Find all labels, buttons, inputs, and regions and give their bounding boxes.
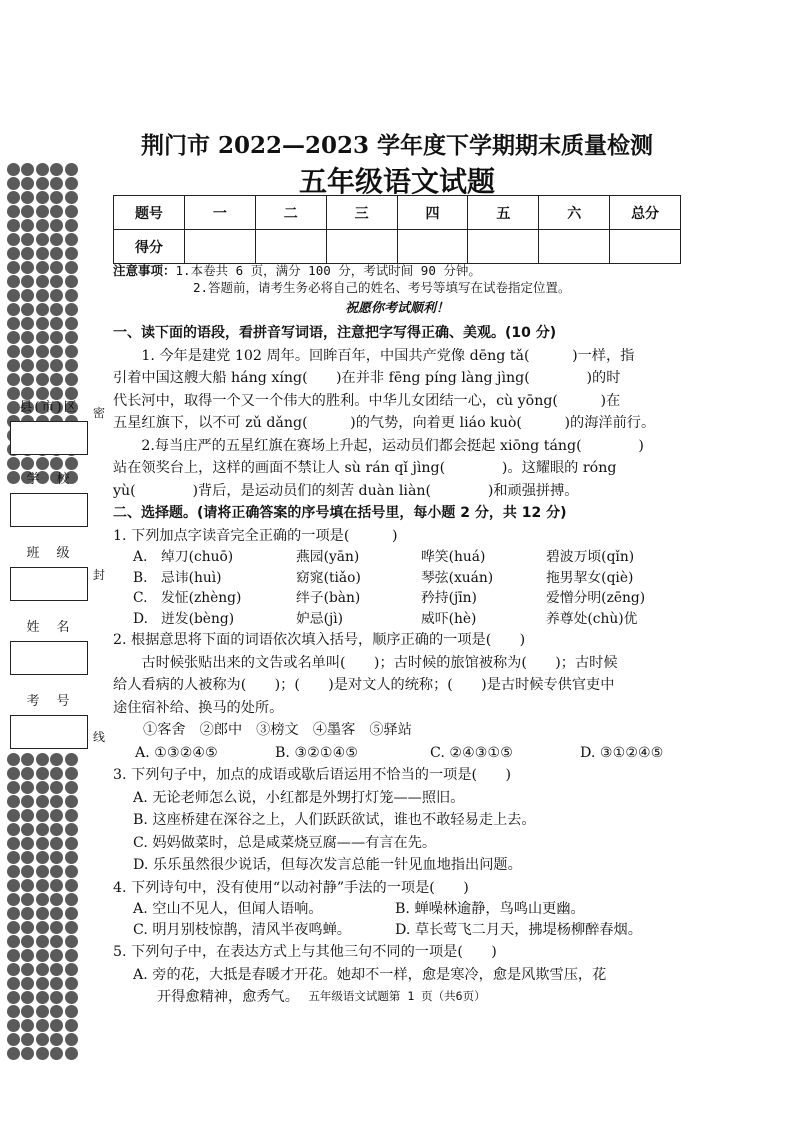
section1-line: 2.每当庄严的五星红旗在赛场上升起，运动员们都会挺起 xiōng táng( ) (141, 437, 644, 454)
binding-dot (50, 373, 63, 386)
option-word: 妒忌(jì) (296, 610, 344, 627)
binding-dot (36, 767, 49, 780)
binding-dot (21, 359, 34, 372)
binding-dot (7, 851, 20, 864)
binding-dot (65, 767, 78, 780)
score-input-cell[interactable] (184, 230, 255, 264)
option-word: 威吓(hè) (421, 610, 477, 627)
binding-dot (21, 907, 34, 920)
q2-text: 古时候张贴出来的文告或名单叫( )；古时候的旅馆被称为( )；古时候 (141, 654, 618, 671)
binding-dot (65, 345, 78, 358)
binding-dot (36, 879, 49, 892)
binding-dot (65, 219, 78, 232)
q3-option: C. 妈妈做菜时，总是咸菜烧豆腐——有言在先。 (133, 834, 437, 851)
binding-dot (21, 879, 34, 892)
q2-option: D. ③①②④⑤ (580, 744, 664, 761)
name-input-box[interactable] (10, 641, 88, 675)
binding-dot (7, 907, 20, 920)
score-input-cell[interactable] (539, 230, 610, 264)
binding-dot (65, 1019, 78, 1032)
binding-dot (50, 893, 63, 906)
q2-word: ①客舍 (143, 722, 186, 738)
binding-dot (65, 753, 78, 766)
binding-dot (36, 753, 49, 766)
binding-dot (21, 795, 34, 808)
q2-text: 途住宿补给、换马的处所。 (113, 699, 284, 716)
option-letter: B. (133, 569, 148, 586)
binding-dot (50, 331, 63, 344)
binding-dot (36, 1019, 49, 1032)
binding-dot (50, 781, 63, 794)
binding-dot (21, 1047, 34, 1060)
binding-dot (21, 893, 34, 906)
binding-dot (7, 893, 20, 906)
binding-dot (36, 331, 49, 344)
binding-dot (50, 345, 63, 358)
binding-dot (36, 317, 49, 330)
binding-dot (50, 261, 63, 274)
binding-dot (50, 823, 63, 836)
binding-dot (50, 851, 63, 864)
note-item: 1.本卷共 6 页，满分 100 分，考试时间 90 分钟。 (175, 263, 481, 278)
q2-word: ③榜文 (256, 722, 299, 738)
binding-dot (50, 879, 63, 892)
option-word: 哗笑(huá) (421, 549, 486, 565)
binding-dot (36, 1005, 49, 1018)
binding-dot (65, 893, 78, 906)
q3-option: B. 这座桥建在深谷之上，人们跃跃欲试，谁也不敢轻易走上去。 (133, 812, 536, 828)
binding-dot (50, 949, 63, 962)
q4-option: D. 草长莺飞二月天，拂堤杨柳醉春烟。 (395, 922, 642, 938)
option-word: 拖男挈女(qiè) (546, 569, 634, 586)
score-cell: 三 (326, 196, 397, 230)
binding-dot (65, 233, 78, 246)
binding-dot (36, 935, 49, 948)
county-input-box[interactable] (10, 421, 88, 455)
binding-dot (7, 331, 20, 344)
option-word: 爱憎分明(zēng) (546, 590, 646, 606)
score-table (113, 195, 681, 264)
q1-options (113, 547, 683, 629)
binding-dot (65, 865, 78, 878)
q4-option: C. 明月别枝惊鹊，清风半夜鸣蝉。 (133, 922, 351, 938)
binding-dot (65, 317, 78, 330)
binding-dot (36, 275, 49, 288)
binding-dot (7, 205, 20, 218)
binding-dot (21, 837, 34, 850)
score-input-cell[interactable] (610, 230, 681, 264)
binding-dot (36, 345, 49, 358)
number-field (10, 690, 88, 749)
binding-dot (21, 275, 34, 288)
option-word: 绊子(bàn) (296, 590, 361, 606)
binding-dot (21, 865, 34, 878)
binding-dot (21, 963, 34, 976)
binding-dot (7, 781, 20, 794)
binding-dot (65, 935, 78, 948)
binding-dot (7, 767, 20, 780)
binding-dot (7, 1033, 20, 1046)
binding-dot (36, 837, 49, 850)
binding-dot (36, 851, 49, 864)
binding-dot (36, 261, 49, 274)
q2-option: B. ③②①④⑤ (275, 744, 359, 761)
q2-option: C. ②④③①⑤ (430, 744, 513, 761)
binding-dot (65, 809, 78, 822)
note-item: 2.答题前，请考生务必将自己的姓名、考号等填写在试卷指定位置。 (193, 280, 571, 295)
good-luck-text: 祝愿你考试顺利！ (344, 301, 449, 316)
binding-dot (50, 907, 63, 920)
binding-dot (7, 809, 20, 822)
binding-dot (36, 373, 49, 386)
binding-dot (50, 359, 63, 372)
binding-dot (21, 781, 34, 794)
class-input-box[interactable] (10, 567, 88, 601)
score-cell: 五 (468, 196, 539, 230)
binding-dot (50, 865, 63, 878)
binding-dot (50, 1047, 63, 1060)
binding-dot (7, 823, 20, 836)
binding-dot (7, 837, 20, 850)
name-label: 姓 名 (26, 620, 72, 635)
q2-word: ⑤驿站 (369, 722, 412, 738)
binding-dot (50, 233, 63, 246)
binding-dot (7, 963, 20, 976)
binding-dot (7, 359, 20, 372)
binding-dot (65, 963, 78, 976)
option-word: 绰刀(chuō) (161, 549, 234, 565)
binding-dot (65, 275, 78, 288)
binding-dot (65, 949, 78, 962)
binding-dot (65, 1005, 78, 1018)
binding-dot (36, 219, 49, 232)
section1-line: 代长河中，取得一个又一个伟大的胜利。中华儿女团结一心，cù yōng( )在 (113, 392, 621, 409)
exam-title: 荆门市 2022—2023 学年度下学期期末质量检测 (140, 132, 654, 159)
binding-dot (21, 233, 34, 246)
exam-content (113, 322, 683, 1009)
binding-dot (36, 795, 49, 808)
binding-dot (21, 935, 34, 948)
binding-dot (36, 907, 49, 920)
q2-option: A. ①③②④⑤ (135, 744, 218, 761)
question-4: 4. 下列诗句中，没有使用“以动衬静”手法的一项是( ) (113, 879, 469, 896)
binding-dot (65, 373, 78, 386)
section1-line: 站在领奖台上，这样的画面不禁让人 sù rán qǐ jìng( )。这耀眼的 róng (113, 460, 617, 476)
binding-dot (50, 219, 63, 232)
binding-dot (21, 261, 34, 274)
binding-dot (21, 205, 34, 218)
binding-dot (50, 205, 63, 218)
seal-char-feng: 封 (93, 568, 106, 582)
binding-dot (7, 261, 20, 274)
q2-options (113, 742, 683, 765)
binding-dot (50, 795, 63, 808)
binding-dot (50, 809, 63, 822)
binding-dot (36, 949, 49, 962)
class-field (10, 542, 88, 601)
notes-label: 注意事项： (113, 263, 176, 278)
question-3: 3. 下列句子中，加点的成语或歇后语运用不恰当的一项是( ) (113, 767, 511, 783)
section1-line: 引着中国这艘大船 háng xíng( )在并非 fēng píng làng jìng( )的时 (113, 370, 621, 386)
q4-option: B. 蝉噪林逾静，鸟鸣山更幽。 (395, 901, 585, 917)
section1-heading: 一、读下面的语段，看拼音写词语，注意把字写得正确、美观。(10 分) (113, 325, 557, 341)
option-word: 窈窕(tiǎo) (296, 569, 361, 586)
binding-dot (65, 851, 78, 864)
exam-notes (113, 262, 571, 296)
score-table-score-row (114, 230, 681, 264)
school-input-box[interactable] (10, 493, 88, 527)
binding-dot (21, 753, 34, 766)
binding-dot (36, 205, 49, 218)
section1-line: 1. 今年是建党 102 周年。回眸百年，中国共产党像 dēng tǎ( )一样，指 (141, 347, 635, 364)
binding-dot (21, 921, 34, 934)
binding-dot (7, 753, 20, 766)
binding-dot (7, 345, 20, 358)
binding-dot (21, 373, 34, 386)
binding-dot (50, 767, 63, 780)
q5-option: 开得愈精神，愈秀气。 (157, 989, 299, 1005)
binding-dot (50, 963, 63, 976)
county-label: 县(市)区 (19, 400, 79, 415)
question-2: 2. 根据意思将下面的词语依次填入括号，顺序正确的一项是( ) (113, 632, 526, 648)
binding-dot (7, 949, 20, 962)
binding-dot (7, 879, 20, 892)
option-letter: D. (133, 610, 148, 627)
binding-dot (36, 893, 49, 906)
option-word: 发怔(zhèng) (161, 590, 242, 606)
binding-dot (65, 247, 78, 260)
binding-dot (50, 753, 63, 766)
option-word: 琴弦(xuán) (421, 569, 494, 586)
binding-dot (50, 921, 63, 934)
seal-char-xian: 线 (93, 730, 106, 744)
option-word: 燕园(yān) (296, 549, 360, 565)
binding-dot (21, 823, 34, 836)
option-word: 迸发(bèng) (161, 610, 235, 627)
exam-subtitle: 五年级语文试题 (298, 165, 495, 198)
option-word: 矜持(jīn) (421, 590, 477, 606)
binding-dot (50, 1019, 63, 1032)
binding-dot (50, 317, 63, 330)
q2-word: ④墨客 (312, 722, 356, 738)
binding-dot (21, 345, 34, 358)
binding-dot (7, 1047, 20, 1060)
score-cell: 四 (397, 196, 468, 230)
binding-dot (65, 837, 78, 850)
number-input-box[interactable] (10, 715, 88, 749)
binding-dot (21, 851, 34, 864)
score-input-cell[interactable] (397, 230, 468, 264)
binding-dot (50, 935, 63, 948)
binding-dot (7, 247, 20, 260)
binding-dots-bottom (6, 752, 78, 1060)
binding-dot (21, 219, 34, 232)
score-input-cell[interactable] (326, 230, 397, 264)
q4-option: A. 空山不见人，但闻人语响。 (133, 901, 323, 917)
binding-dot (65, 359, 78, 372)
q3-option: D. 乐乐虽然很少说话，但每次发言总能一针见血地指出问题。 (133, 857, 522, 873)
binding-dot (65, 1033, 78, 1046)
binding-dot (65, 205, 78, 218)
binding-dot (7, 795, 20, 808)
section1-line: yù( )背后，是运动员们的刻苦 duàn liàn( )和顽强拼搏。 (113, 482, 579, 499)
binding-dot (21, 317, 34, 330)
option-word: 忌讳(huì) (161, 569, 222, 586)
option-word: 碧波万顷(qǐn) (546, 549, 635, 565)
score-cell: 一 (184, 196, 255, 230)
binding-dot (21, 949, 34, 962)
binding-dot (65, 907, 78, 920)
score-cell: 题号 (114, 196, 185, 230)
binding-dot (21, 331, 34, 344)
binding-dot (21, 1019, 34, 1032)
score-cell: 六 (539, 196, 610, 230)
section1-line: 五星红旗下，以不可 zǔ dǎng( )的气势，向着更 liáo kuò( )的海洋前行。 (113, 415, 656, 431)
score-row-label: 得分 (114, 230, 185, 264)
q3-option: A. 无论老师怎么说，小红都是外甥打灯笼——照旧。 (133, 789, 465, 806)
score-cell: 二 (255, 196, 326, 230)
binding-dot (7, 921, 20, 934)
binding-dot (21, 767, 34, 780)
name-field (10, 616, 88, 675)
binding-dot (36, 823, 49, 836)
binding-dot (7, 1019, 20, 1032)
binding-dot (7, 275, 20, 288)
option-letter: C. (133, 590, 148, 606)
binding-dot (7, 1005, 20, 1018)
class-label: 班 级 (26, 546, 72, 561)
score-table-header-row (114, 196, 681, 230)
section2-heading: 二、选择题。(请将正确答案的序号填在括号里，每小题 2 分，共 12 分) (113, 505, 567, 521)
binding-dot (65, 1047, 78, 1060)
q5-option: A. 旁的花，大抵是春暖才开花。她却不一样，愈是寒冷，愈是风欺雪压，花 (133, 966, 607, 983)
binding-dot (50, 275, 63, 288)
score-input-cell[interactable] (468, 230, 539, 264)
q2-word: ②郎中 (199, 722, 243, 738)
binding-dot (50, 1033, 63, 1046)
binding-dot (7, 373, 20, 386)
binding-dot (36, 1047, 49, 1060)
binding-dot (65, 781, 78, 794)
binding-dot (7, 935, 20, 948)
binding-dot (65, 795, 78, 808)
question-5: 5. 下列句子中，在表达方式上与其他三句不同的一项是( ) (113, 944, 497, 960)
question-1: 1. 下列加点字读音完全正确的一项是( ) (113, 527, 398, 544)
binding-dot (36, 809, 49, 822)
binding-dot (7, 317, 20, 330)
score-cell: 总分 (610, 196, 681, 230)
q4-options (113, 899, 683, 941)
school-field (10, 468, 88, 527)
binding-dot (50, 837, 63, 850)
binding-dot (21, 809, 34, 822)
binding-dot (65, 261, 78, 274)
binding-dot (36, 1033, 49, 1046)
binding-dot (65, 823, 78, 836)
binding-dot (50, 247, 63, 260)
binding-dot (36, 921, 49, 934)
binding-dot (36, 781, 49, 794)
page-footer: 五年级语文试题第 1 页（共6页） (308, 989, 486, 1003)
school-label: 学 校 (26, 472, 72, 487)
binding-dot (7, 865, 20, 878)
score-input-cell[interactable] (255, 230, 326, 264)
binding-dot (65, 331, 78, 344)
binding-dot (36, 359, 49, 372)
seal-char-mi: 密 (93, 406, 106, 420)
q2-text: 给人看病的人被称为( )；( )是对文人的统称；( )是古时候专供官吏中 (113, 677, 615, 693)
number-label: 考 号 (26, 694, 72, 709)
binding-dot (65, 921, 78, 934)
binding-dot (7, 233, 20, 246)
binding-dot (36, 865, 49, 878)
option-letter: A. (133, 549, 148, 565)
binding-dot (65, 879, 78, 892)
binding-dot (50, 1005, 63, 1018)
binding-dot (36, 963, 49, 976)
binding-dot (7, 219, 20, 232)
binding-dot (21, 1005, 34, 1018)
binding-dot (36, 247, 49, 260)
binding-dot (21, 1033, 34, 1046)
binding-dot (36, 233, 49, 246)
q2-word-list (113, 719, 683, 742)
binding-dot (21, 247, 34, 260)
county-field (10, 396, 88, 455)
option-word: 养尊处(chù)优 (546, 610, 638, 627)
